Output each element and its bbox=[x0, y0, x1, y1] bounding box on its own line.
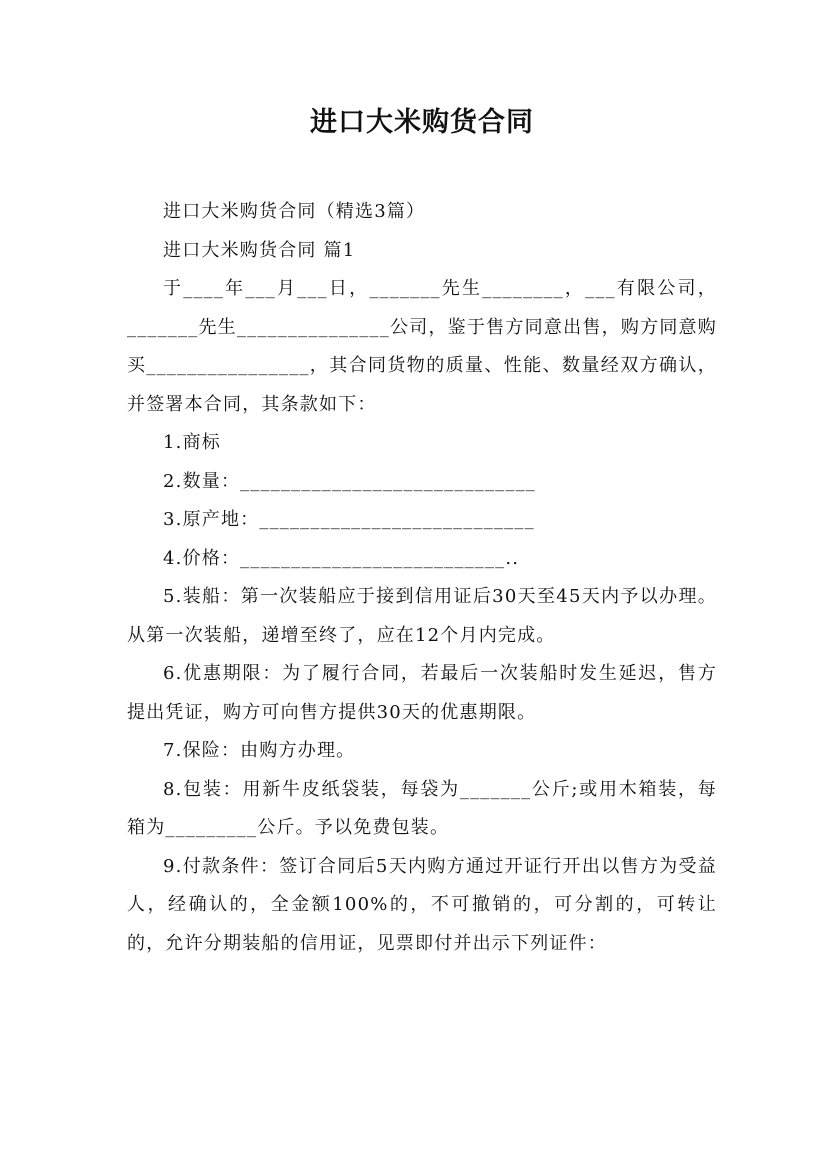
paragraph-subtitle: 进口大米购货合同（精选3篇） bbox=[163, 201, 426, 222]
clause-shipment: 5.装船：第一次装船应于接到信用证后30天至45天内予以办理。从第一次装船，递增至终了，应在12个月内完成。 bbox=[127, 586, 717, 646]
clause-grace-period: 6.优惠期限：为了履行合同，若最后一次装船时发生延迟，售方提出凭证，购方可向售方提供30天的优惠期限。 bbox=[127, 663, 717, 723]
clause-trademark: 1.商标 bbox=[163, 432, 221, 453]
paragraph-preamble: 于____年___月___日，_______先生________，___有限公司，_______先生_______________公司，鉴于售方同意出售，购方同意购买________________，其合同货物的质量、性能、数量经双方确认，并签署本合同，其条款如下： bbox=[127, 278, 717, 415]
clause-origin: 3.原产地：___________________________ bbox=[163, 509, 535, 530]
paragraph-section-heading: 进口大米购货合同 篇1 bbox=[163, 239, 356, 261]
document-body bbox=[127, 193, 717, 963]
clause-price: 4.价格：__________________________.. bbox=[163, 547, 520, 569]
clause-packing: 8.包装：用新牛皮纸袋装，每袋为_______公斤;或用木箱装，每箱为_________公斤。予以免费包装。 bbox=[127, 778, 717, 838]
clause-payment: 9.付款条件：签订合同后5天内购方通过开证行开出以售方为受益人，经确认的，全金额100%的，不可撤销的，可分割的，可转让的，允许分期装船的信用证，见票即付并出示下列证件： bbox=[127, 855, 717, 954]
clause-quantity: 2.数量：_____________________________ bbox=[163, 470, 536, 492]
document-title: 进口大米购货合同 bbox=[310, 107, 534, 138]
clause-insurance: 7.保险：由购方办理。 bbox=[163, 740, 356, 761]
